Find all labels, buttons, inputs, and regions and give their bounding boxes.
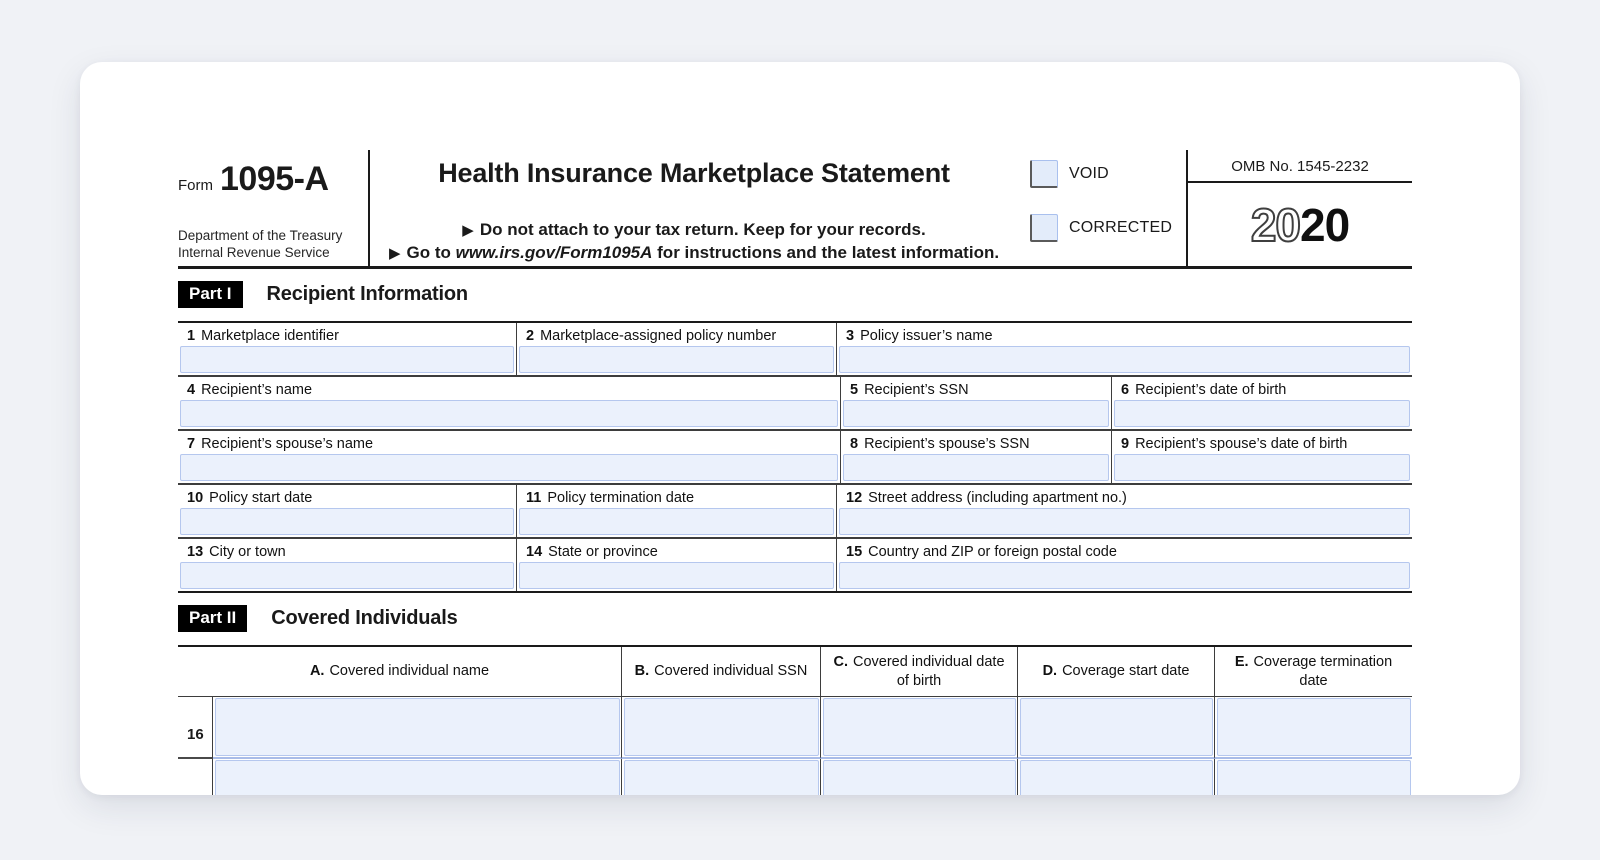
field-8-spouse-ssn (841, 431, 1112, 483)
field-6-input[interactable] (1114, 400, 1410, 427)
table-row (178, 539, 1412, 593)
field-label (841, 377, 1111, 400)
table-row (178, 431, 1412, 485)
column-label: Covered individual date of birth (852, 654, 1005, 689)
column-header-a (178, 647, 622, 696)
instruction-line-1 (376, 220, 1012, 240)
dept-line-1: Department of the Treasury (178, 227, 343, 243)
field-label-text: City or town (209, 544, 286, 560)
field-label (517, 539, 836, 562)
row16-coverage-termination-cell (1215, 697, 1412, 759)
column-label: Coverage start date (1062, 663, 1190, 680)
table-row (178, 377, 1412, 431)
field-4-input[interactable] (180, 400, 838, 427)
field-number: 1 (187, 328, 196, 344)
field-15-country-zip (837, 539, 1412, 591)
field-10-input[interactable] (180, 508, 514, 535)
field-label-text: Marketplace-assigned policy number (540, 328, 777, 344)
field-9-spouse-dob (1112, 431, 1412, 483)
row-number (178, 759, 213, 795)
corrected-row (1030, 214, 1186, 242)
year-bold-digits: 20 (1300, 198, 1350, 251)
dept-line-2: Internal Revenue Service (178, 245, 330, 261)
field-number: 10 (187, 490, 204, 506)
form-number: 1095-A (220, 160, 329, 198)
field-label-text: Policy start date (209, 490, 313, 506)
field-3-input[interactable] (839, 346, 1410, 373)
covered-individual-row-17 (178, 759, 1412, 795)
field-label (1112, 431, 1412, 454)
row16-name-input[interactable] (215, 698, 620, 756)
column-header-e (1215, 647, 1412, 696)
part2-table (178, 645, 1412, 795)
field-number: 11 (526, 490, 542, 506)
field-9-input[interactable] (1114, 454, 1410, 481)
field-number: 13 (187, 544, 204, 560)
field-1-input[interactable] (180, 346, 514, 373)
row16-name-cell (213, 697, 622, 759)
field-label (837, 323, 1412, 346)
column-header-b (622, 647, 821, 696)
column-letter: E. (1234, 654, 1249, 671)
pointer-icon: ▶ (388, 245, 401, 262)
row17-dob-cell (821, 759, 1018, 795)
void-checkbox[interactable] (1030, 160, 1058, 188)
row16-coverage-start-cell (1018, 697, 1215, 759)
year-outline-digits: 20 (1250, 198, 1300, 251)
column-header-c (821, 647, 1018, 696)
field-label (517, 485, 836, 508)
field-label-text: Street address (including apartment no.) (868, 490, 1127, 506)
void-label: VOID (1069, 165, 1109, 182)
column-label: Coverage termination date (1253, 654, 1393, 689)
field-11-input[interactable] (519, 508, 834, 535)
field-11-policy-termination-date (517, 485, 837, 537)
field-14-state-or-province (517, 539, 837, 591)
form-word: Form (178, 177, 213, 194)
omb-number: OMB No. 1545-2232 (1188, 150, 1412, 183)
field-number: 9 (1121, 436, 1130, 452)
field-number: 7 (187, 436, 196, 452)
field-14-input[interactable] (519, 562, 834, 589)
field-number: 14 (526, 544, 543, 560)
field-label-text: Marketplace identifier (201, 328, 339, 344)
void-row (1030, 160, 1186, 188)
covered-individual-row-16 (178, 697, 1412, 759)
column-letter: D. (1042, 663, 1058, 680)
checkbox-column (1018, 150, 1186, 266)
field-label-text: State or province (548, 544, 658, 560)
row17-dob-input[interactable] (823, 760, 1016, 795)
row16-ssn-cell (622, 697, 821, 759)
field-1-marketplace-identifier (178, 323, 517, 375)
field-number: 12 (846, 490, 863, 506)
field-15-input[interactable] (839, 562, 1410, 589)
form-header (178, 150, 1412, 269)
row16-ssn-input[interactable] (624, 698, 819, 756)
part1-badge: Part I (178, 281, 243, 308)
field-8-input[interactable] (843, 454, 1109, 481)
tax-year (1250, 198, 1350, 251)
field-label-text: Recipient’s spouse’s name (201, 436, 374, 452)
form-number-block (178, 150, 370, 266)
part2-header-row (178, 647, 1412, 697)
pointer-icon: ▶ (462, 222, 474, 239)
field-label-text: Recipient’s name (201, 382, 313, 398)
field-label-text: Policy issuer’s name (860, 328, 993, 344)
instruction-2-prefix: Go to (406, 243, 456, 262)
row16-dob-cell (821, 697, 1018, 759)
part1-heading (178, 281, 1412, 308)
row16-dob-input[interactable] (823, 698, 1016, 756)
form-title: Health Insurance Marketplace Statement (438, 158, 950, 188)
part1-title: Recipient Information (266, 283, 468, 305)
row-number: 16 (178, 697, 213, 759)
part2-heading (178, 605, 1412, 632)
row17-coverage-termination-input[interactable] (1217, 760, 1411, 795)
column-label: Covered individual name (329, 663, 490, 680)
row17-name-cell (213, 759, 622, 795)
instruction-line-2 (376, 243, 1012, 263)
field-label (178, 431, 840, 454)
field-13-city-or-town (178, 539, 517, 591)
form-1095a (178, 150, 1412, 795)
field-2-policy-number (517, 323, 837, 375)
instruction-1-text: Do not attach to your tax return. Keep for your records. (479, 220, 926, 239)
form-title-block (370, 150, 1018, 266)
column-letter: A. (309, 663, 325, 680)
field-label (178, 323, 516, 346)
field-number: 5 (850, 382, 859, 398)
field-label (841, 431, 1111, 454)
field-7-spouse-name (178, 431, 841, 483)
field-7-input[interactable] (180, 454, 838, 481)
field-number: 8 (850, 436, 859, 452)
row17-ssn-input[interactable] (624, 760, 819, 795)
field-number: 2 (526, 328, 535, 344)
row17-coverage-termination-cell (1215, 759, 1412, 795)
column-letter: C. (833, 654, 848, 671)
field-label (837, 539, 1412, 562)
field-4-recipient-name (178, 377, 841, 429)
field-label (517, 323, 836, 346)
field-label-text: Recipient’s date of birth (1135, 382, 1287, 398)
row17-coverage-start-cell (1018, 759, 1215, 795)
column-label: Covered individual SSN (654, 663, 808, 680)
part2-badge: Part II (178, 605, 247, 632)
row17-coverage-start-input[interactable] (1020, 760, 1213, 795)
row17-ssn-cell (622, 759, 821, 795)
field-12-street-address (837, 485, 1412, 537)
omb-year-block (1186, 150, 1412, 266)
field-label-text: Policy termination date (547, 490, 695, 506)
field-label (178, 539, 516, 562)
corrected-label: CORRECTED (1069, 219, 1173, 236)
table-row (178, 485, 1412, 539)
field-number: 6 (1121, 382, 1130, 398)
field-number: 3 (846, 328, 855, 344)
field-number: 15 (846, 544, 863, 560)
instruction-2-suffix: for instructions and the latest information. (652, 243, 1000, 262)
field-label (178, 485, 516, 508)
field-13-input[interactable] (180, 562, 514, 589)
column-letter: B. (634, 663, 650, 680)
corrected-checkbox[interactable] (1030, 214, 1058, 242)
row16-coverage-start-input[interactable] (1020, 698, 1213, 756)
field-5-recipient-ssn (841, 377, 1112, 429)
row17-name-input[interactable] (215, 760, 620, 795)
table-row (178, 323, 1412, 377)
field-label-text: Country and ZIP or foreign postal code (868, 544, 1117, 560)
field-3-policy-issuer-name (837, 323, 1412, 375)
field-label-text: Recipient’s SSN (864, 382, 969, 398)
column-header-d (1018, 647, 1215, 696)
part2-title: Covered Individuals (271, 607, 458, 629)
field-label-text: Recipient’s spouse’s date of birth (1135, 436, 1348, 452)
field-label (837, 485, 1412, 508)
part1-table (178, 321, 1412, 593)
field-6-recipient-dob (1112, 377, 1412, 429)
field-12-input[interactable] (839, 508, 1410, 535)
field-5-input[interactable] (843, 400, 1109, 427)
irs-url-text: www.irs.gov/Form1095A (455, 243, 653, 262)
field-label (1112, 377, 1412, 400)
field-number: 4 (187, 382, 196, 398)
field-label (178, 377, 840, 400)
field-10-policy-start-date (178, 485, 517, 537)
field-label-text: Recipient’s spouse’s SSN (864, 436, 1030, 452)
field-2-input[interactable] (519, 346, 834, 373)
row16-coverage-termination-input[interactable] (1217, 698, 1411, 756)
form-page-card (80, 62, 1520, 795)
